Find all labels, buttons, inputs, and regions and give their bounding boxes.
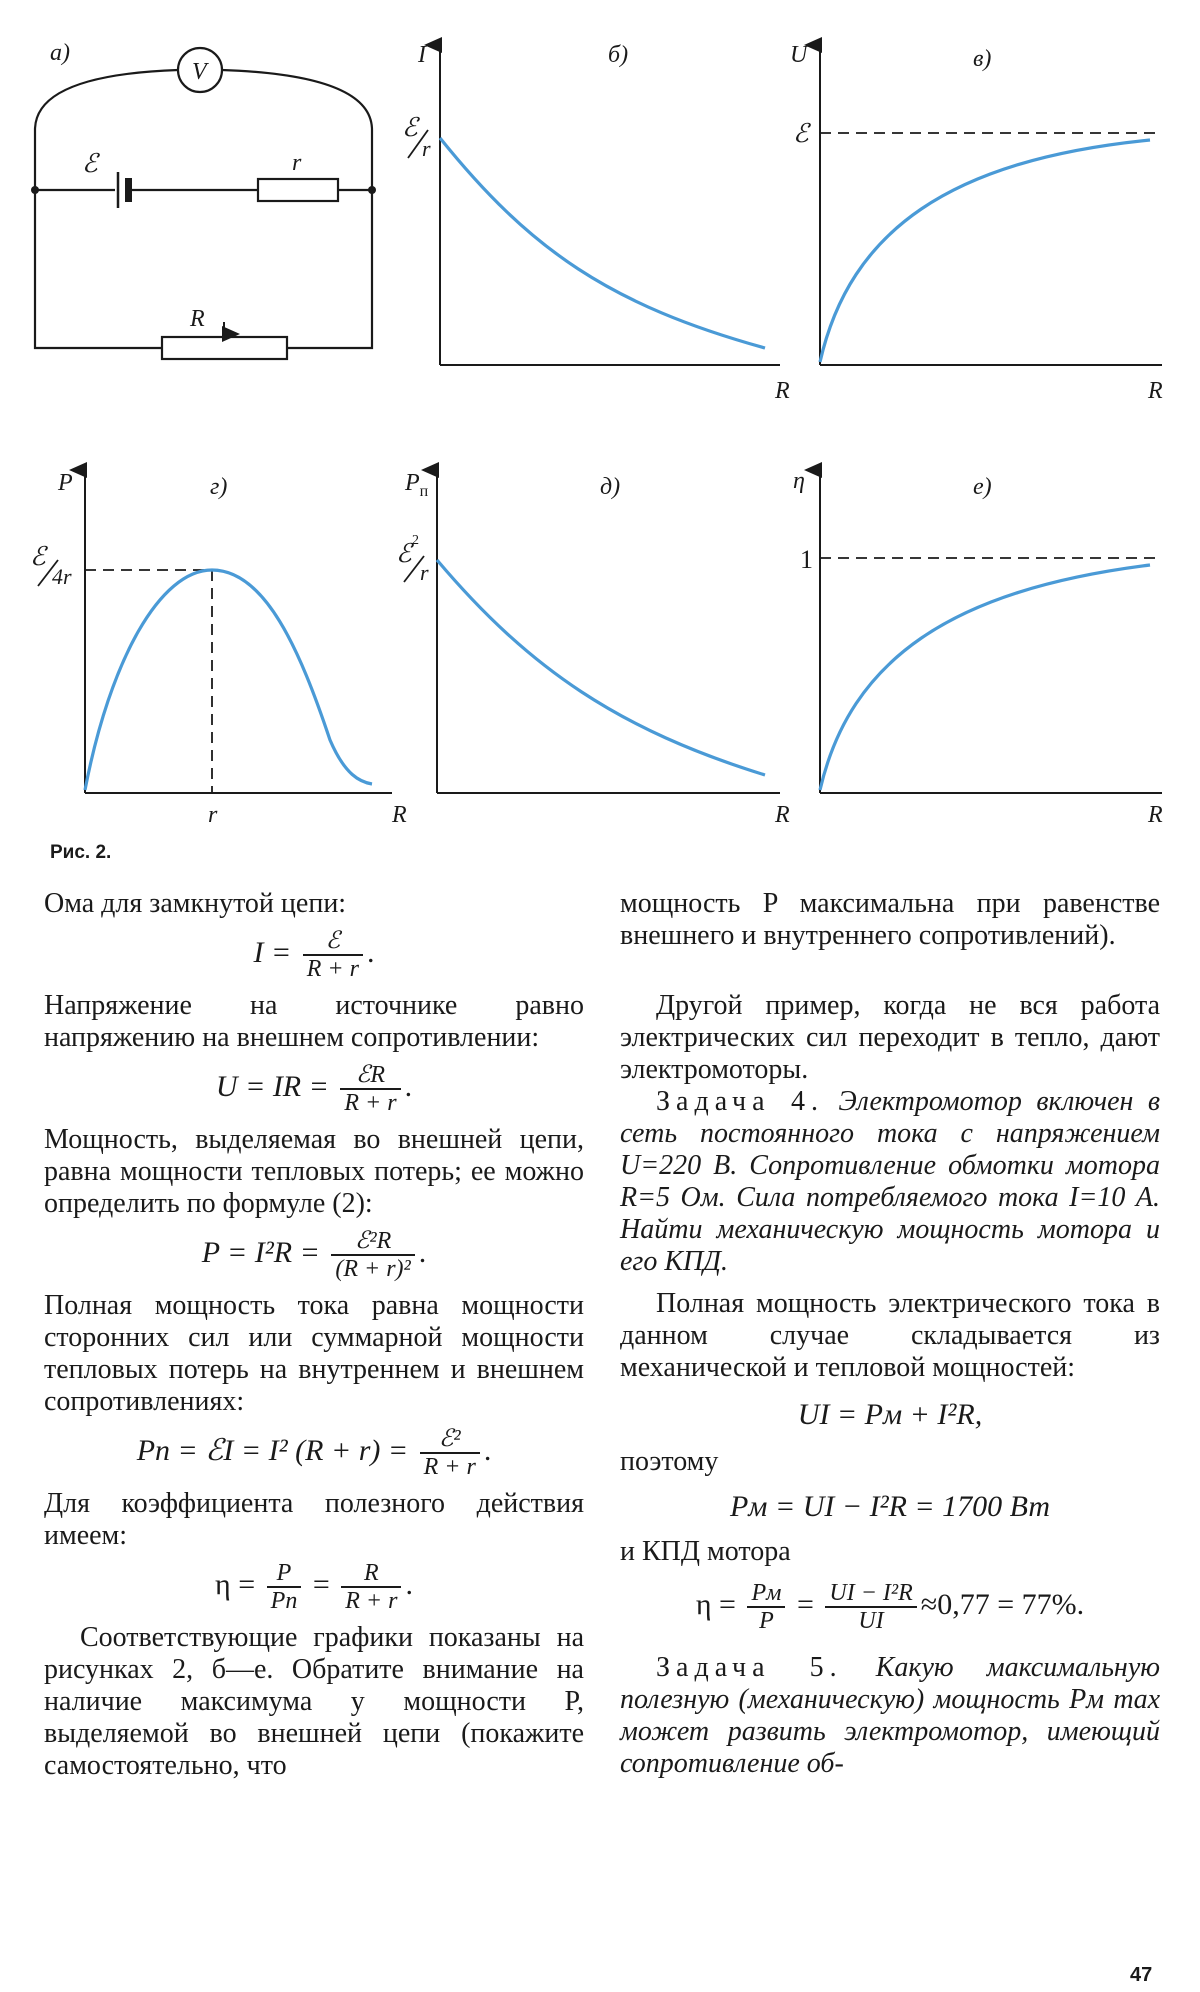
panel-e-efficiency-graph	[793, 468, 1163, 828]
x-axis-label: R	[1148, 802, 1163, 828]
paragraph: Другой пример, когда не вся работа электрических сил переходит в тепло, дают электромоторы.	[620, 990, 1160, 1085]
voltage-curve	[820, 140, 1150, 362]
fraction-numerator: UI − I²R	[825, 1580, 916, 1608]
formula-end: .	[483, 1433, 492, 1467]
y-axis-label: U	[790, 42, 808, 68]
y-axis-label: η	[793, 468, 805, 494]
formula-equals: =	[312, 1567, 330, 1601]
task-4-text: Электромотор включен в сеть постоянного тока с напряжением U=220 В. Сопротивление обмотки мотора R=5 Ом. Сила потребляемого тока I=10 А. Найти механическую мощность мотора и его КПД.	[620, 1086, 1160, 1277]
formula-end: .	[418, 1235, 427, 1269]
formula-ohm-law	[44, 928, 584, 982]
formula-lhs: η =	[215, 1567, 256, 1601]
fraction-denominator: (R + r)²	[335, 1256, 411, 1282]
panel-a-circuit	[31, 40, 376, 359]
paragraph: Мощность, выделяемая во внешней цепи, равна мощности тепловых потерь; ее можно определить по формуле (2):	[44, 1124, 584, 1219]
y-mark-numerator: ℰ	[402, 113, 418, 142]
formula-voltage	[44, 1062, 584, 1116]
fraction-denominator: Pп	[270, 1588, 298, 1614]
fraction	[420, 1426, 480, 1480]
paragraph: Для коэффициента полезного действия имеем:	[44, 1488, 584, 1551]
formula-lhs: U = IR =	[215, 1069, 329, 1103]
x-axis-label: R	[775, 378, 790, 404]
formula-end: .	[404, 1069, 413, 1103]
fraction-denominator: R + r	[345, 1588, 398, 1614]
fraction-denominator: R + r	[423, 1454, 476, 1480]
y-mark: 1	[800, 545, 813, 574]
fraction-denominator: R + r	[306, 956, 359, 982]
voltmeter-label: V	[192, 59, 207, 85]
x-axis-label: R	[392, 802, 407, 828]
task-5	[620, 1652, 1160, 1780]
fraction	[303, 928, 363, 982]
panel-d-label: д)	[600, 474, 621, 500]
emf-label: ℰ	[82, 149, 98, 178]
fraction-numerator: ℰ	[303, 928, 363, 956]
internal-resistor	[258, 179, 338, 201]
formula-equals: =	[796, 1587, 814, 1621]
y-mark-numerator: ℰ	[30, 542, 46, 571]
page-number: 47	[1130, 1964, 1153, 1986]
formula-power	[44, 1228, 584, 1282]
paragraph: Полная мощность электрического тока в данном случае складывается из механической и тепловой мощностей:	[620, 1288, 1160, 1383]
y-axis-label: I	[418, 42, 426, 68]
formula-end: .	[405, 1567, 413, 1601]
R-label: R	[190, 306, 205, 332]
efficiency-curve	[820, 565, 1150, 790]
formula-motor-efficiency	[620, 1580, 1160, 1634]
panel-d-full-power-graph	[396, 470, 790, 828]
power-curve	[85, 570, 372, 790]
panel-a-label: а)	[50, 40, 70, 66]
panel-g-label: г)	[210, 474, 228, 500]
fraction-denominator: P	[759, 1608, 774, 1634]
x-mark: r	[208, 802, 218, 828]
task-4	[620, 1086, 1160, 1278]
fraction-numerator: ℰ²	[420, 1426, 480, 1454]
formula-full-power	[44, 1426, 584, 1480]
paragraph: Полная мощность тока равна мощности сторонних сил или суммарной мощности тепловых потерь на внутреннем и внешнем сопротивлениях:	[44, 1290, 584, 1417]
fraction	[267, 1560, 302, 1614]
fraction	[825, 1580, 916, 1634]
paragraph: поэтому	[620, 1446, 719, 1477]
fraction-numerator: Pм	[747, 1580, 785, 1608]
fraction-numerator: ℰR	[340, 1062, 400, 1090]
fraction-numerator: ℰ²R	[331, 1228, 414, 1256]
formula-lhs: η =	[695, 1587, 736, 1621]
paragraph: Соответствующие графики показаны на рисунках 2, б—е. Обратите внимание на наличие максимума у мощности P, выделяемой во внешней цепи (покажите самостоятельно, что	[44, 1622, 584, 1781]
y-axis-subscript: п	[419, 483, 429, 500]
y-mark: ℰ	[793, 119, 809, 148]
y-mark-numerator: ℰ	[396, 539, 412, 568]
formula-end: .	[366, 935, 375, 969]
formula-lhs: I =	[253, 935, 292, 969]
task-4-label: Задача 4.	[656, 1086, 824, 1117]
y-axis-label	[404, 470, 429, 500]
formula-end: .	[1076, 1587, 1085, 1621]
load-rheostat	[162, 337, 287, 359]
task-5-text: Какую максимальную полезную (механическую) мощность Pм max может развить электромотор, имеющий сопротивление об-	[620, 1652, 1160, 1779]
figure-caption: Рис. 2.	[50, 842, 112, 863]
left-column	[44, 888, 584, 1782]
x-axis-label: R	[775, 802, 790, 828]
y-mark-denominator: 4r	[52, 564, 72, 589]
panel-g-power-graph	[30, 470, 407, 828]
formula-lhs: P = I²R =	[201, 1235, 320, 1269]
paragraph: мощность P максимальна при равенстве внешнего и внутреннего сопротивлений).	[620, 888, 1160, 951]
current-curve	[440, 138, 765, 348]
task-5-label: Задача 5.	[656, 1652, 843, 1683]
formula-power-balance: UI = Pм + I²R,	[797, 1398, 983, 1431]
paragraph: и КПД мотора	[620, 1536, 791, 1567]
formula-efficiency	[44, 1560, 584, 1614]
fraction-numerator: R	[341, 1560, 401, 1588]
figure-2	[0, 0, 1200, 860]
y-mark-superscript: 2	[412, 533, 419, 548]
fraction-numerator: P	[267, 1560, 302, 1588]
x-axis-label: R	[1148, 378, 1163, 404]
y-mark-denominator: r	[420, 560, 429, 585]
r-label: r	[292, 150, 302, 176]
fraction	[331, 1228, 414, 1282]
panel-v-label: в)	[973, 46, 992, 72]
y-axis-symbol: P	[405, 470, 420, 496]
panel-v-voltage-graph	[790, 42, 1163, 404]
fraction-denominator: UI	[858, 1608, 884, 1634]
fraction-denominator: R + r	[344, 1090, 397, 1116]
y-mark-denominator: r	[422, 136, 431, 161]
wire-top-arc	[35, 70, 178, 190]
panel-b-label: б)	[608, 42, 629, 68]
battery-plate-short	[125, 178, 132, 202]
formula-mech-power: Pм = UI − I²R = 1700 Вт	[729, 1490, 1051, 1523]
y-axis-label: P	[58, 470, 73, 496]
fraction	[747, 1580, 785, 1634]
fraction	[340, 1062, 400, 1116]
panel-b-current-graph	[402, 42, 790, 404]
formula-lhs: Pп = ℰI = I² (R + r) =	[136, 1433, 409, 1467]
full-power-curve	[437, 560, 765, 775]
panel-e-label: е)	[973, 474, 992, 500]
formula-rhs: ≈0,77 = 77%	[920, 1587, 1077, 1621]
fraction	[341, 1560, 401, 1614]
paragraph: Ома для замкнутой цепи:	[44, 888, 347, 919]
right-column	[620, 888, 1160, 1780]
paragraph: Напряжение на источнике равно напряжению на внешнем сопротивлении:	[44, 990, 584, 1053]
